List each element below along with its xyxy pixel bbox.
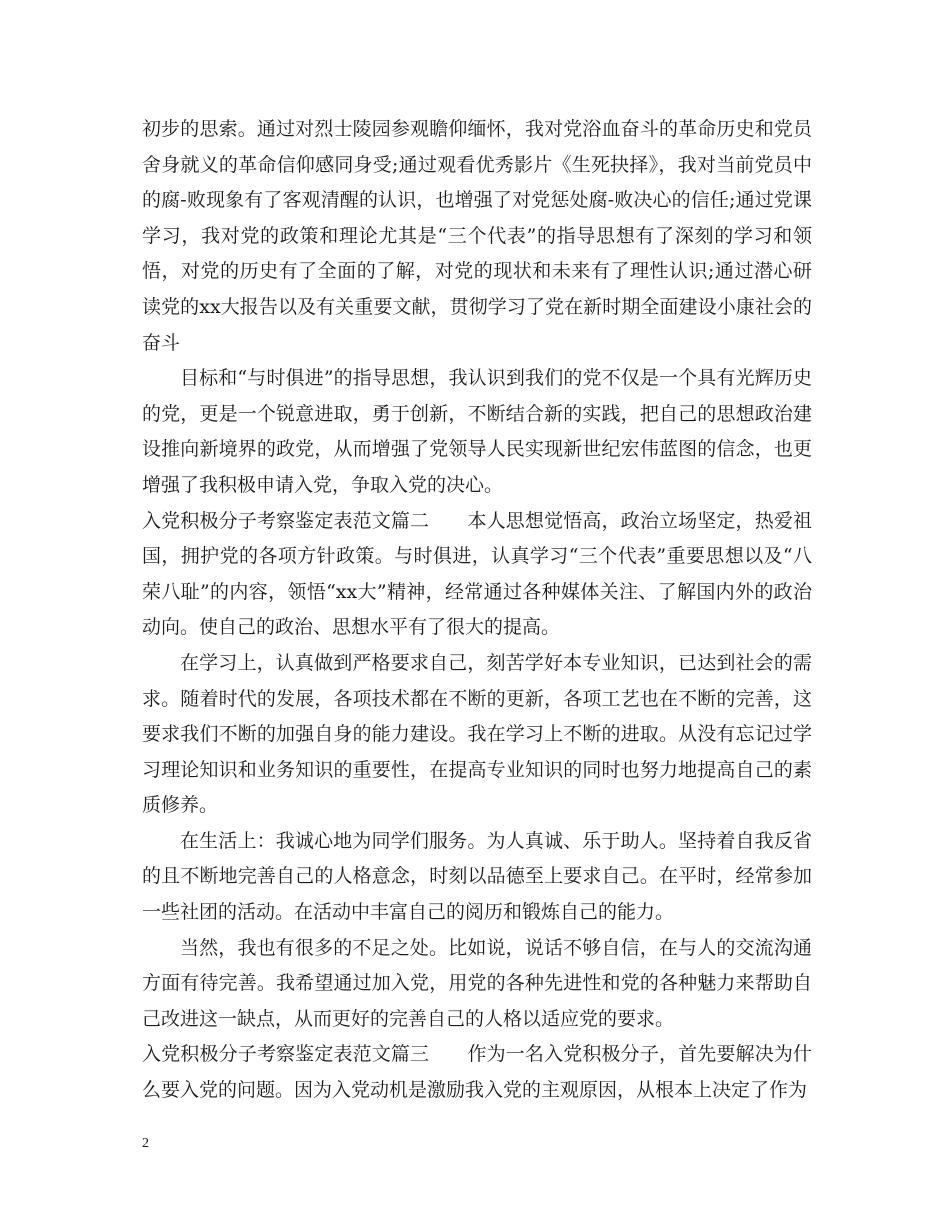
paragraph-3: 入党积极分子考察鉴定表范文篇二 本人思想觉悟高，政治立场坚定，热爱祖国，拥护党的各项方针政策。与时俱进，认真学习“三个代表”重要思想以及“八荣八耻”的内容，领悟“xx大”精神，经常通过各种媒体关注、了解国内外的政治动向。使自己的政治、思想水平有了很大的提高。: [142, 509, 812, 639]
paragraph-2: 目标和“与时俱进”的指导思想，我认识到我们的党不仅是一个具有光辉历史的党，更是一个锐意进取，勇于创新，不断结合新的实践，把自己的思想政治建设推向新境界的政党，从而增强了党领导人民实现新世纪宏伟蓝图的信念，也更增强了我积极申请入党，争取入党的决心。: [142, 367, 812, 496]
paragraph-6: 当然，我也有很多的不足之处。比如说，说话不够自信，在与人的交流沟通方面有待完善。我希望通过加入党，用党的各种先进性和党的各种魅力来帮助自己改进这一缺点，从而更好的完善自己的人格以适应党的要求。: [142, 936, 812, 1030]
paragraph-7: 入党积极分子考察鉴定表范文篇三 作为一名入党积极分子，首先要解决为什么要入党的问题。因为入党动机是激励我入党的主观原因，从根本上决定了作为: [142, 1043, 812, 1102]
paragraph-5: 在生活上：我诚心地为同学们服务。为人真诚、乐于助人。坚持着自我反省的且不断地完善自己的人格意念，时刻以品德至上要求自己。在平时，经常参加一些社团的活动。在活动中丰富自己的阅历和锻炼自己的能力。: [142, 829, 812, 924]
paragraph-4: 在学习上，认真做到严格要求自己，刻苦学好本专业知识，已达到社会的需求。随着时代的发展，各项技术都在不断的更新，各项工艺也在不断的完善，这要求我们不断的加强自身的能力建设。我在学习上不断的进取。从没有忘记过学习理论知识和业务知识的重要性，在提高专业知识的同时也努力地提高自己的素质修养。: [142, 651, 812, 817]
paragraph-1: 初步的思索。通过对烈士陵园参观瞻仰缅怀，我对党浴血奋斗的革命历史和党员舍身就义的革命信仰感同身受;通过观看优秀影片《生死抉择》，我对当前党员中的腐-败现象有了客观清醒的认识，也增强了对党惩处腐-败决心的信任;通过党课学习，我对党的政策和理论尤其是“三个代表”的指导思想有了深刻的学习和领悟，对党的历史有了全面的了解，对党的现状和未来有了理性认识;通过潜心研读党的xx大报告以及有关重要文献，贯彻学习了党在新时期全面建设小康社会的奋斗: [142, 118, 812, 354]
document-body: [142, 112, 812, 1109]
page-number: 2: [142, 1136, 149, 1151]
